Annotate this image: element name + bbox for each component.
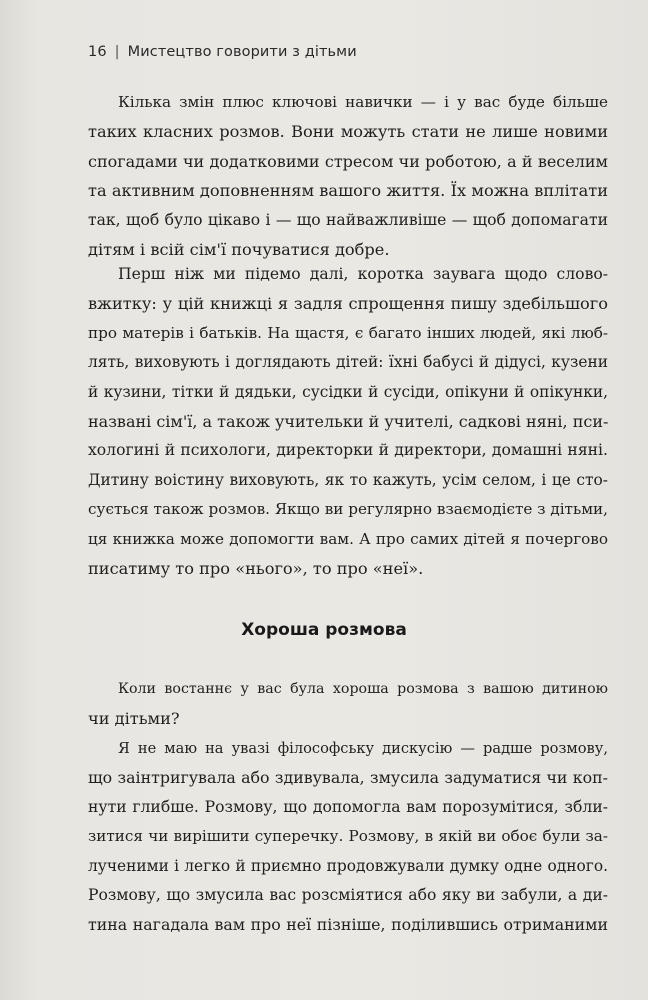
paragraph-intro xyxy=(88,88,608,264)
text-line: та активним доповненням вашого життя. Їх можна вплітати xyxy=(88,181,608,201)
running-header xyxy=(88,44,357,60)
paragraph-explanation xyxy=(88,734,608,940)
text-line: так, щоб було цікаво і — що найважливіше — щоб допомагати xyxy=(88,210,608,229)
text-line: Коли востаннє у вас була хороша розмова з вашою дитиною xyxy=(118,681,608,697)
text-line: лученими і легко й приємно продовжували думку одне одного. xyxy=(88,856,608,875)
text-line: сується також розмов. Якщо ви регулярно взаємодієте з дітьми, xyxy=(88,500,608,519)
text-line: Розмову, що змусила вас розсміятися або яку ви забули, а ди- xyxy=(88,885,608,904)
text-line: Дитину воістину виховують, як то кажуть, усім селом, і це сто- xyxy=(88,470,608,489)
text-line: вжитку: у цій книжці я задля спрощення пишу здебільшого xyxy=(88,294,608,314)
text-line: Перш ніж ми підемо далі, коротка заувага щодо слово- xyxy=(118,265,608,283)
text-line: дітям і всій сім'ї почуватися добре. xyxy=(88,239,390,259)
text-line: тина нагадала вам про неї пізніше, поділившись отриманими xyxy=(88,915,608,935)
text-line: Кілька змін плюс ключові навички — і у вас буде більше xyxy=(118,93,608,111)
book-title: Мистецтво говорити з дітьми xyxy=(127,44,357,60)
text-line: зитися чи вирішити суперечку. Розмову, в якій ви обоє були за- xyxy=(88,827,608,846)
text-line: названі сім'ї, а також учительки й учителі, садкові няні, пси- xyxy=(88,411,609,431)
text-line: таких класних розмов. Вони можуть стати не лише новими xyxy=(88,122,608,142)
paragraph-usage-note xyxy=(88,260,608,583)
text-line: нути глибше. Розмову, що допомогла вам порозумітися, збли- xyxy=(88,797,608,816)
paragraph-question xyxy=(88,675,608,734)
text-line: що заінтригувала або здивувала, змусила задуматися чи коп- xyxy=(88,768,608,788)
text-line: писатиму то про «нього», то про «неї». xyxy=(88,558,424,578)
text-line: хологині й психологи, директорки й директори, домашні няні. xyxy=(88,441,608,460)
page-number: 16 xyxy=(88,44,107,60)
section-heading: Хороша розмова xyxy=(241,620,407,640)
text-line: лять, виховують і доглядають дітей: їхні бабусі й дідусі, кузени xyxy=(88,353,608,372)
header-separator: | xyxy=(114,44,120,60)
text-line: Я не маю на увазі філософську дискусію — радше розмову, xyxy=(118,740,608,757)
text-line: спогадами чи додатковими стресом чи роботою, а й веселим xyxy=(88,151,608,171)
text-line: чи дітьми? xyxy=(88,709,180,729)
text-line: й кузини, тітки й дядьки, сусідки й сусіди, опікуни й опікунки, xyxy=(88,382,608,401)
text-line: про матерів і батьків. На щастя, є багато інших людей, які люб- xyxy=(88,323,608,342)
text-line: ця книжка може допомогти вам. А про самих дітей я почергово xyxy=(88,529,608,548)
